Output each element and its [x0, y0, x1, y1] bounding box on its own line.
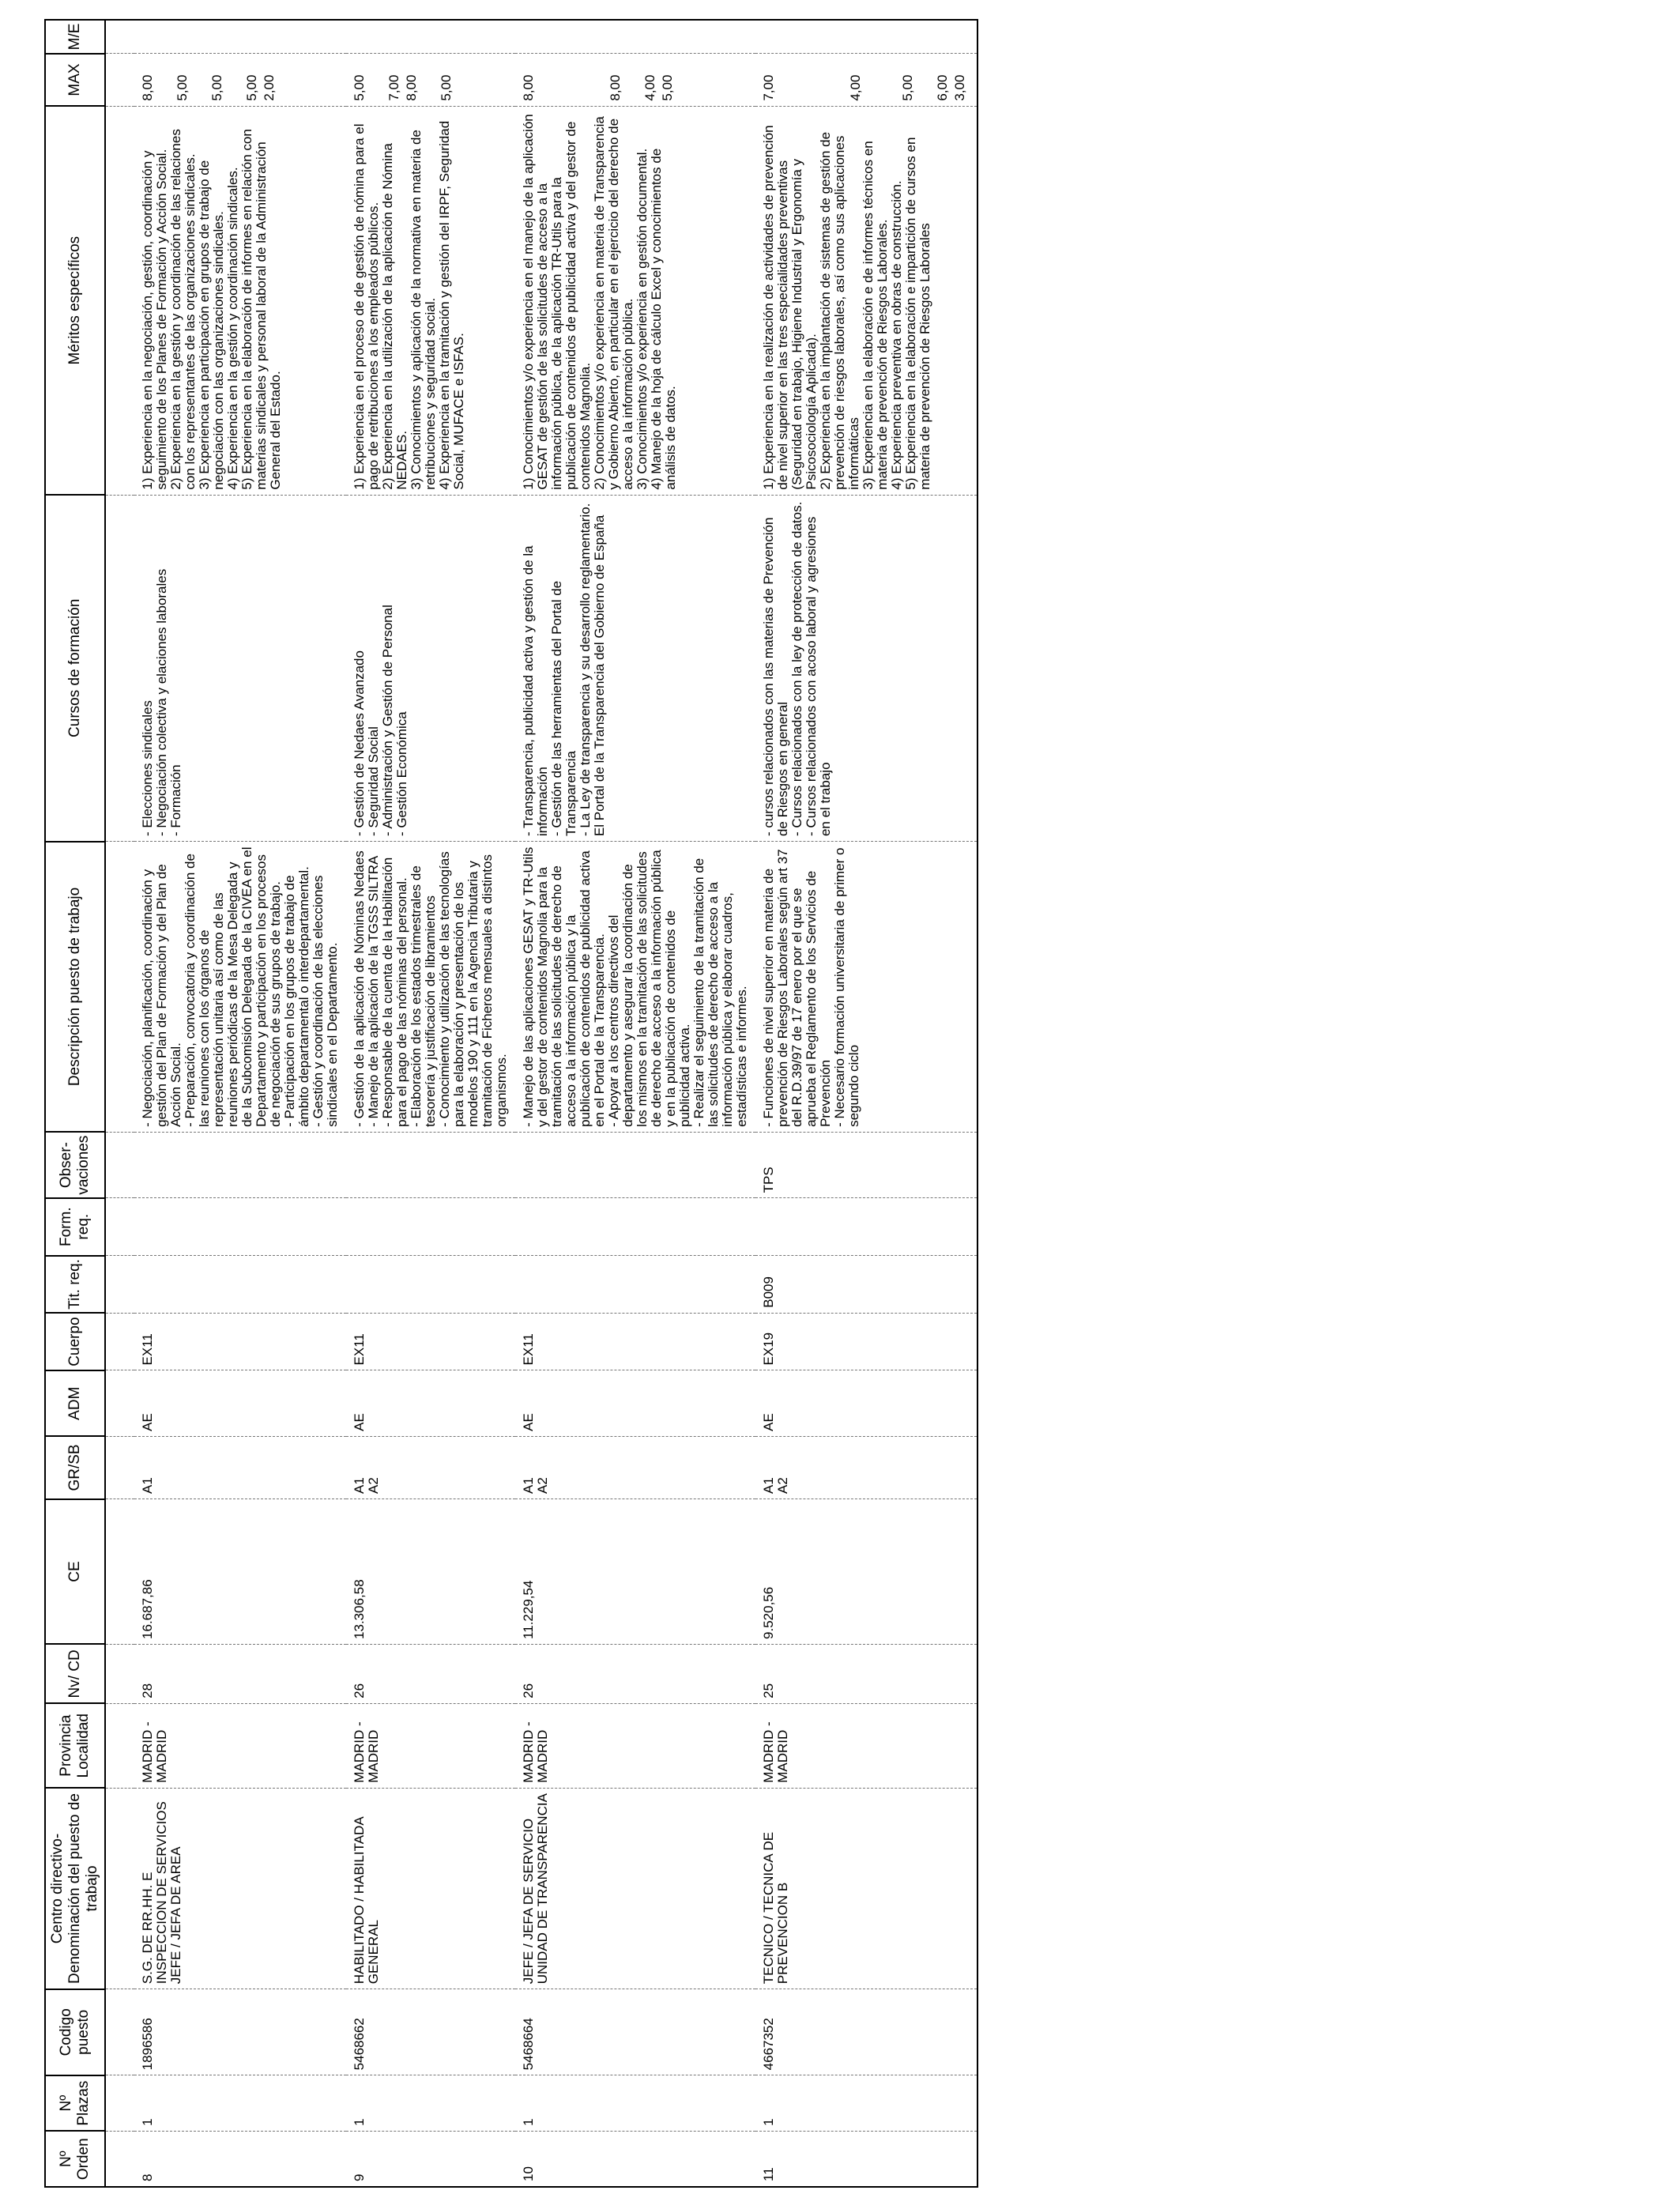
cell-max	[515, 54, 755, 106]
max-score	[556, 58, 574, 100]
max-score: 8,00	[607, 74, 623, 101]
cell-titulacion	[134, 1256, 346, 1314]
max-score	[814, 58, 831, 100]
cell-provincia: MADRID - MADRID	[346, 1703, 515, 1788]
cell-codigo: 5468664	[515, 1989, 755, 2075]
header-orden: Nº Orden	[45, 2131, 105, 2187]
cell-observaciones: TPS	[755, 1132, 977, 1197]
cell-me	[755, 20, 977, 54]
cell-grupo: A1	[134, 1436, 346, 1498]
cell-provincia: MADRID - MADRID	[134, 1703, 346, 1788]
max-score	[539, 58, 556, 100]
cell-descripcion: - Manejo de las aplicaciones GESAT y TR-Utils y del gestor de contenidos Magnolia para la tramitación de las solicitudes de derecho de acceso a la información pública y la publicación de contenidos de publicidad activa en el Portal de la Transparencia. - Apoyar a los centros directivos del departamento y asegurar la coordinación de los mismos en la tramitación de las solicitudes de derecho de acceso a la información pública y en la publicación de contenidos de publicidad activa. - Realizar el seguimiento de la tramitación de las solicitudes de derecho de acceso a la información pública y elaborar cuadros, estadísticas e informes.	[515, 842, 755, 1133]
header-plazas: Nº Plazas	[45, 2075, 105, 2132]
max-score	[422, 58, 439, 100]
max-score: 7,00	[386, 74, 401, 101]
cell-meritos: 1) Conocimientos y/o experiencia en el manejo de la aplicación GESAT de gestión de las solicitudes de acceso a la información pública, de la aplicación TR-Utils para la publicación de contenidos de publicidad activa y del gestor de contenidos Magnolia. 2) Conocimientos y/o experiencia en materia de Transparencia y Gobierno Abierto, en particular en el ejercicio del derecho de acceso a la información pública. 3) Conocimientos y/o experiencia en gestión documental. 4) Manejo de la hoja de cálculo Excel y conocimientos de análisis de datos.	[515, 106, 755, 495]
cell-cursos: - cursos relacionados con las materias de Prevención de Riesgos en general - Cursos relacionados con la ley de protección de datos. - Cursos relacionados con acoso laboral y agresiones en el trabajo	[755, 495, 977, 841]
max-score	[370, 58, 387, 100]
cell-orden: 10	[515, 2131, 755, 2187]
cell-grupo: A1 A2	[755, 1436, 977, 1498]
cell-me	[134, 20, 346, 54]
header-codigo: Codigo puesto	[45, 1989, 105, 2075]
cell-titulacion	[346, 1256, 515, 1314]
header-ce: CE	[45, 1499, 105, 1645]
cell-nivel: 25	[755, 1644, 977, 1703]
cell-cursos: - Elecciones sindicales - Negociación colectiva y elaciones laborales - Formación	[134, 495, 346, 841]
max-score	[883, 58, 901, 100]
max-score	[797, 58, 814, 100]
header-nivel: Nv/ CD	[45, 1644, 105, 1703]
table-body	[134, 20, 978, 2187]
cell-adm: AE	[515, 1370, 755, 1436]
cell-formacion	[515, 1198, 755, 1256]
cell-cursos: - Transparencia, publicidad activa y gestión de la información - Gestión de las herramientas del Portal de Transparencia - La Ley de transparencia y su desarrollo reglamentario. El Portal de la Transparencia del Gobierno de España	[515, 495, 755, 841]
max-score: 5,00	[351, 74, 367, 101]
cell-adm: AE	[346, 1370, 515, 1436]
cell-formacion	[755, 1198, 977, 1256]
cell-titulacion	[515, 1256, 755, 1314]
cell-codigo: 4667352	[755, 1989, 977, 2075]
cell-ce: 16.687,86	[134, 1499, 346, 1645]
max-score	[574, 58, 591, 100]
table-row	[134, 20, 346, 2187]
cell-me	[346, 20, 515, 54]
cell-adm: AE	[134, 1370, 346, 1436]
header-formacion: Form. req.	[45, 1198, 105, 1256]
cell-max	[134, 54, 346, 106]
cell-descripcion: - Gestión de la aplicación de Nóminas Nedaes - Manejo de la aplicación de la TGSS SILTRA - Responsable de la cuenta de la Habilitación para el pago de las nóminas del personal. - Elaboración de los estados trimestrales de tesorería y justificación de libramientos - Conocimiento y utilización de las tecnologías para la elaboración y presentación de los modelos 190 y 111 en la Agencia Tributaria y tramitación de Ficheros mensuales a distintos organismos.	[346, 842, 515, 1133]
header-provincia: Provincia Localidad	[45, 1703, 105, 1788]
cell-provincia: MADRID - MADRID	[515, 1703, 755, 1788]
cell-centro: JEFE / JEFA DE SERVICIO UNIDAD DE TRANSPARENCIA	[515, 1788, 755, 1989]
cell-nivel: 28	[134, 1644, 346, 1703]
max-score: 5,00	[659, 74, 675, 101]
cell-orden: 9	[346, 2131, 515, 2187]
header-descripcion: Descripción puesto de trabajo	[45, 842, 105, 1133]
max-score: 8,00	[403, 74, 419, 101]
header-max: MAX	[45, 54, 105, 106]
cell-plazas: 1	[134, 2075, 346, 2132]
table-row	[755, 20, 977, 2187]
cell-grupo: A1 A2	[346, 1436, 515, 1498]
max-score	[591, 58, 608, 100]
job-positions-table	[44, 19, 978, 2188]
cell-cuerpo: EX11	[134, 1313, 346, 1370]
cell-descripcion: - Funciones de nivel superior en materia de prevención de Riesgos Laborales según art 37 del R.D.39/97 de 17 enero por el que se aprueba el Reglamento de los Servicios de Prevención - Necesario formación universitaria de primer o segundo ciclo	[755, 842, 977, 1133]
cell-orden: 8	[134, 2131, 346, 2187]
max-score: 5,00	[243, 74, 259, 101]
header-centro: Centro directivo- Denominación del puesto de trabajo	[45, 1788, 105, 1989]
cell-codigo: 1896586	[134, 1989, 346, 2075]
cell-plazas: 1	[346, 2075, 515, 2132]
table-row	[346, 20, 515, 2187]
cell-plazas: 1	[515, 2075, 755, 2132]
cell-formacion	[346, 1198, 515, 1256]
cell-meritos: 1) Experiencia en la realización de actividades de prevención de nivel superior en las tres especialidades preventivas (Seguridad en trabajo, Higiene Industrial y Ergonomía y Psicosociología Aplicada). 2) Experiencia en la implantación de sistemas de gestión de prevención de riesgos laborales, así como sus aplicaciones informáticas 3) Experiencia en la elaboración e de informes técnicos en materia de prevención de Riesgos Laborales. 4) Experiencia preventiva en obras de construcción. 5) Experiencia en la elaboración e impartición de cursos en materia de prevención de Riesgos Laborales	[755, 106, 977, 495]
max-score: 4,00	[642, 74, 657, 101]
max-score: 5,00	[174, 74, 190, 101]
cell-ce: 13.306,58	[346, 1499, 515, 1645]
cell-adm: AE	[755, 1370, 977, 1436]
header-grupo: GR/SB	[45, 1436, 105, 1498]
max-score: 3,00	[952, 74, 968, 101]
max-score	[626, 58, 643, 100]
cell-cuerpo: EX19	[755, 1313, 977, 1370]
header-spacer-row	[105, 20, 134, 2187]
cell-me	[515, 20, 755, 54]
max-score	[866, 58, 883, 100]
cell-ce: 9.520,56	[755, 1499, 977, 1645]
cell-observaciones	[346, 1132, 515, 1197]
cell-plazas: 1	[755, 2075, 977, 2132]
max-score: 5,00	[438, 74, 454, 101]
cell-nivel: 26	[515, 1644, 755, 1703]
cell-meritos: 1) Experiencia en la negociación, gestión, coordinación y seguimiento de los Planes de Formación y Acción Social. 2) Experiencia en la gestión y coordinación de las relaciones con los representantes de las organizaciones sindicales. 3) Experiencia en participación en grupos de trabajo de negociación con las organizaciones sindicales. 4) Experiencia en la gestión y coordinación sindicales. 5) Experiencia en la elaboración de informes en relación con materias sindicales y personal laboral de la Administración General del Estado.	[134, 106, 346, 495]
cell-max	[755, 54, 977, 106]
cell-centro: HABILITADO / HABILITADA GENERAL	[346, 1788, 515, 1989]
max-score	[228, 58, 245, 100]
max-score: 2,00	[261, 74, 277, 101]
cell-cuerpo: EX11	[346, 1313, 515, 1370]
cell-observaciones	[515, 1132, 755, 1197]
header-cuerpo: Cuerpo	[45, 1313, 105, 1370]
cell-descripcion: - Negociación, planificación, coordinación y gestión del Plan de Formación y del Plan de Acción Social. - Preparación, convocatoria y coordinación de las reuniones con los órganos de representación unitaria así como de las reuniones periódicas de la Mesa Delegada y de la Subcomisión Delegada de la CIVEA en el Departamento y participación en los procesos de negociación de sus grupos de trabajo. - Participación en los grupos de trabajo de ámbito departamental o interdepartamental. - Gestión y coordinación de las elecciones sindicales en el Departamento.	[134, 842, 346, 1133]
max-score	[779, 58, 797, 100]
cell-provincia: MADRID - MADRID	[755, 1703, 977, 1788]
cell-max	[346, 54, 515, 106]
max-score: 7,00	[761, 74, 777, 101]
max-score	[158, 58, 175, 100]
header-observaciones: Obser- vaciones	[45, 1132, 105, 1197]
cell-ce: 11.229,54	[515, 1499, 755, 1645]
cell-cuerpo: EX11	[515, 1313, 755, 1370]
max-score: 5,00	[900, 74, 916, 101]
header-me: M/E	[45, 20, 105, 54]
max-score: 5,00	[209, 74, 224, 101]
cell-formacion	[134, 1198, 346, 1256]
max-score: 8,00	[520, 74, 536, 101]
cell-meritos: 1) Experiencia en el proceso de de gestión de nómina para el pago de retribuciones a los empleados públicos. 2) Experiencia en la utilización de la aplicación de Nómina NEDAES. 3) Conocimientos y aplicación de la normativa en materia de retribuciones y seguridad social. 4) Experiencia en la tramitación y gestión del IRPF, Seguridad Social, MUFACE e ISFAS.	[346, 106, 515, 495]
cell-orden: 11	[755, 2131, 977, 2187]
max-score	[918, 58, 936, 100]
max-score: 4,00	[848, 74, 864, 101]
max-score: 8,00	[139, 74, 155, 101]
header-cursos: Cursos de formación	[45, 495, 105, 841]
header-meritos: Méritos específicos	[45, 106, 105, 495]
max-score	[831, 58, 849, 100]
table-header-row	[45, 20, 105, 2187]
header-titulacion: Tit. req.	[45, 1256, 105, 1314]
max-score	[193, 58, 210, 100]
cell-centro: S.G. DE RR.HH. E INSPECCION DE SERVICIOS JEFE / JEFA DE AREA	[134, 1788, 346, 1989]
cell-nivel: 26	[346, 1644, 515, 1703]
table-row	[515, 20, 755, 2187]
cell-grupo: A1 A2	[515, 1436, 755, 1498]
cell-cursos: - Gestión de Nedaes Avanzado - Seguridad Social - Administración y Gestión de Personal - Gestión Económica	[346, 495, 515, 841]
header-adm: ADM	[45, 1370, 105, 1436]
cell-codigo: 5468662	[346, 1989, 515, 2075]
max-score: 6,00	[935, 74, 951, 101]
cell-centro: TECNICO / TECNICA DE PREVENCION B	[755, 1788, 977, 1989]
cell-titulacion: B009	[755, 1256, 977, 1314]
cell-observaciones	[134, 1132, 346, 1197]
